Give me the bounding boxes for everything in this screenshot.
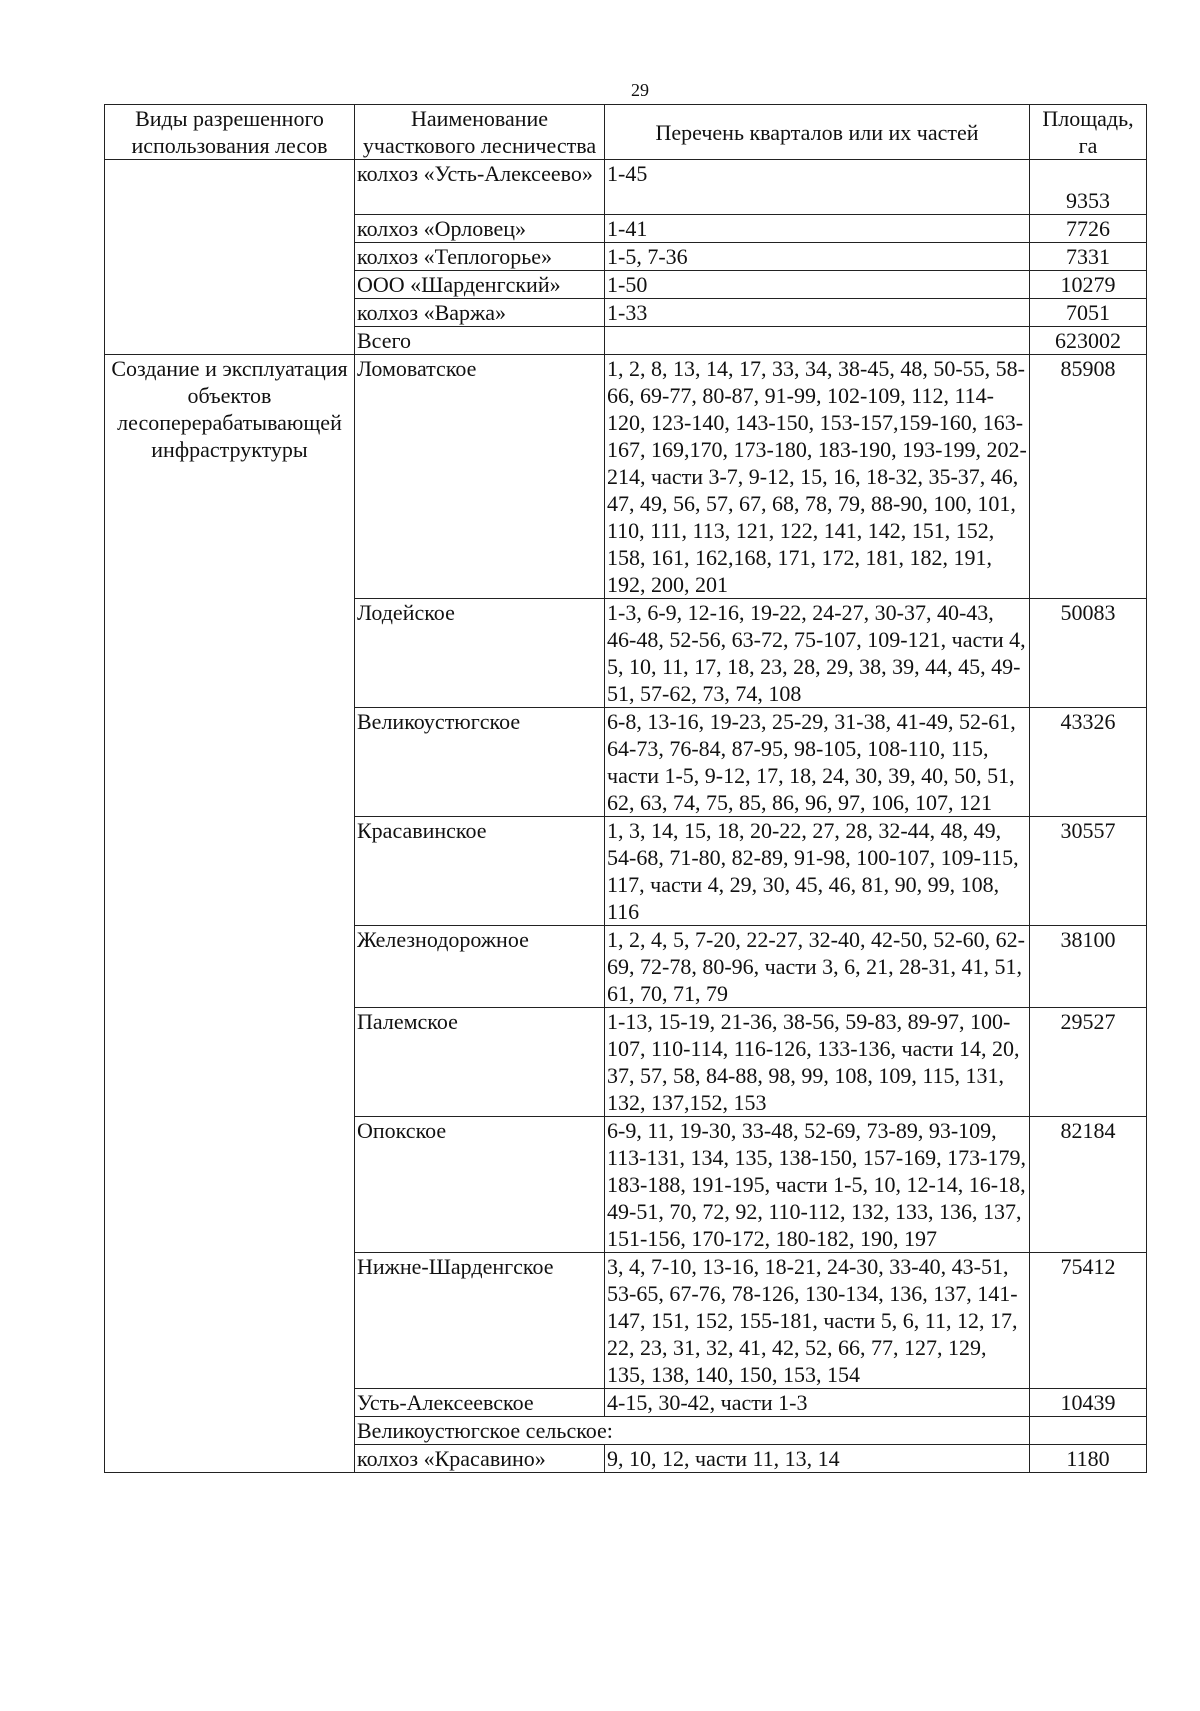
quarters-cell: 9, 10, 12, части 11, 13, 14 — [605, 1445, 1030, 1473]
quarters-cell: 6-9, 11, 19-30, 33-48, 52-69, 73-89, 93-109, 113-131, 134, 135, 138-150, 157-169, 173-179, 183-188, 191-195, части 1-5, 10, 12-14, 16-18, 49-51, 70, 72, 92, 110-112, 132, 133, 136, 137, 151-156, 170-172, 180-182, 190, 197 — [605, 1117, 1030, 1253]
forestry-name-cell: Усть-Алексеевское — [355, 1389, 605, 1417]
table-row — [105, 160, 1147, 215]
forestry-name-cell: Нижне-Шарденгское — [355, 1253, 605, 1389]
quarters-cell: 3, 4, 7-10, 13-16, 18-21, 24-30, 33-40, 43-51, 53-65, 67-76, 78-126, 130-134, 136, 137, 141-147, 151, 152, 155-181, части 5, 6, 11, 12, 17, 22, 23, 31, 32, 41, 42, 52, 66, 77, 127, 129, 135, 138, 140, 150, 153, 154 — [605, 1253, 1030, 1389]
forestry-name-cell: Опокское — [355, 1117, 605, 1253]
area-cell: 9353 — [1030, 160, 1147, 215]
quarters-cell: 1-33 — [605, 299, 1030, 327]
area-cell: 7331 — [1030, 243, 1147, 271]
table-header-row — [105, 105, 1147, 160]
quarters-cell: 1, 3, 14, 15, 18, 20-22, 27, 28, 32-44, 48, 49, 54-68, 71-80, 82-89, 91-98, 100-107, 109-115, 117, части 4, 29, 30, 45, 46, 81, 90, 99, 108, 116 — [605, 817, 1030, 926]
area-cell: 82184 — [1030, 1117, 1147, 1253]
forestry-name-cell: Великоустюгское — [355, 708, 605, 817]
forestry-name-cell: колхоз «Орловец» — [355, 215, 605, 243]
forestry-name-cell: Палемское — [355, 1008, 605, 1117]
quarters-cell — [605, 327, 1030, 355]
quarters-cell: 1-5, 7-36 — [605, 243, 1030, 271]
forestry-name-cell: ООО «Шарденгский» — [355, 271, 605, 299]
area-cell: 50083 — [1030, 599, 1147, 708]
section-label-cell: Великоустюгское сельское: — [355, 1417, 1030, 1445]
forestry-name-cell: колхоз «Красавино» — [355, 1445, 605, 1473]
forestry-name-cell: Всего — [355, 327, 605, 355]
area-cell: 43326 — [1030, 708, 1147, 817]
quarters-cell: 1-3, 6-9, 12-16, 19-22, 24-27, 30-37, 40-43, 46-48, 52-56, 63-72, 75-107, 109-121, части 4, 5, 10, 11, 17, 18, 23, 28, 29, 38, 39, 44, 45, 49-51, 57-62, 73, 74, 108 — [605, 599, 1030, 708]
area-cell: 623002 — [1030, 327, 1147, 355]
header-area: Площадь, га — [1030, 105, 1147, 160]
forestry-name-cell: колхоз «Теплогорье» — [355, 243, 605, 271]
header-use-type: Виды разрешенного использования лесов — [105, 105, 355, 160]
use-type-cell-empty — [105, 160, 355, 355]
table-row — [105, 355, 1147, 599]
header-forestry-name: Наименование участкового лесничества — [355, 105, 605, 160]
header-quarters: Перечень кварталов или их частей — [605, 105, 1030, 160]
area-cell: 7726 — [1030, 215, 1147, 243]
forestry-name-cell: колхоз «Варжа» — [355, 299, 605, 327]
area-cell: 38100 — [1030, 926, 1147, 1008]
quarters-cell: 1-50 — [605, 271, 1030, 299]
area-cell: 10439 — [1030, 1389, 1147, 1417]
area-cell: 10279 — [1030, 271, 1147, 299]
page-number: 29 — [631, 80, 649, 100]
quarters-cell: 1, 2, 4, 5, 7-20, 22-27, 32-40, 42-50, 52-60, 62-69, 72-78, 80-96, части 3, 6, 21, 28-31, 41, 51, 61, 70, 71, 79 — [605, 926, 1030, 1008]
area-cell-empty — [1030, 1417, 1147, 1445]
area-cell: 7051 — [1030, 299, 1147, 327]
forestry-name-cell: колхоз «Усть-Алексеево» — [355, 160, 605, 215]
quarters-cell: 1-41 — [605, 215, 1030, 243]
forestry-name-cell: Ломоватское — [355, 355, 605, 599]
forest-use-table — [104, 104, 1147, 1473]
quarters-cell: 1-13, 15-19, 21-36, 38-56, 59-83, 89-97, 100-107, 110-114, 116-126, 133-136, части 14, 20, 37, 57, 58, 84-88, 98, 99, 108, 109, 115, 131, 132, 137,152, 153 — [605, 1008, 1030, 1117]
forestry-name-cell: Лодейское — [355, 599, 605, 708]
area-cell: 29527 — [1030, 1008, 1147, 1117]
quarters-cell: 6-8, 13-16, 19-23, 25-29, 31-38, 41-49, 52-61, 64-73, 76-84, 87-95, 98-105, 108-110, 115, части 1-5, 9-12, 17, 18, 24, 30, 39, 40, 50, 51, 62, 63, 74, 75, 85, 86, 96, 97, 106, 107, 121 — [605, 708, 1030, 817]
forestry-name-cell: Красавинское — [355, 817, 605, 926]
area-cell: 75412 — [1030, 1253, 1147, 1389]
use-type-cell: Создание и эксплуатация объектов лесоперерабатывающей инфраструктуры — [105, 355, 355, 1473]
quarters-cell: 4-15, 30-42, части 1-3 — [605, 1389, 1030, 1417]
area-cell: 1180 — [1030, 1445, 1147, 1473]
quarters-cell: 1, 2, 8, 13, 14, 17, 33, 34, 38-45, 48, 50-55, 58-66, 69-77, 80-87, 91-99, 102-109, 112, 114-120, 123-140, 143-150, 153-157,159-160, 163-167, 169,170, 173-180, 183-190, 193-199, 202-214, части 3-7, 9-12, 15, 16, 18-32, 35-37, 46, 47, 49, 56, 57, 67, 68, 78, 79, 88-90, 100, 101, 110, 111, 113, 121, 122, 141, 142, 151, 152, 158, 161, 162,168, 171, 172, 181, 182, 191, 192, 200, 201 — [605, 355, 1030, 599]
quarters-cell: 1-45 — [605, 160, 1030, 215]
forestry-name-cell: Железнодорожное — [355, 926, 605, 1008]
area-cell: 30557 — [1030, 817, 1147, 926]
area-cell: 85908 — [1030, 355, 1147, 599]
